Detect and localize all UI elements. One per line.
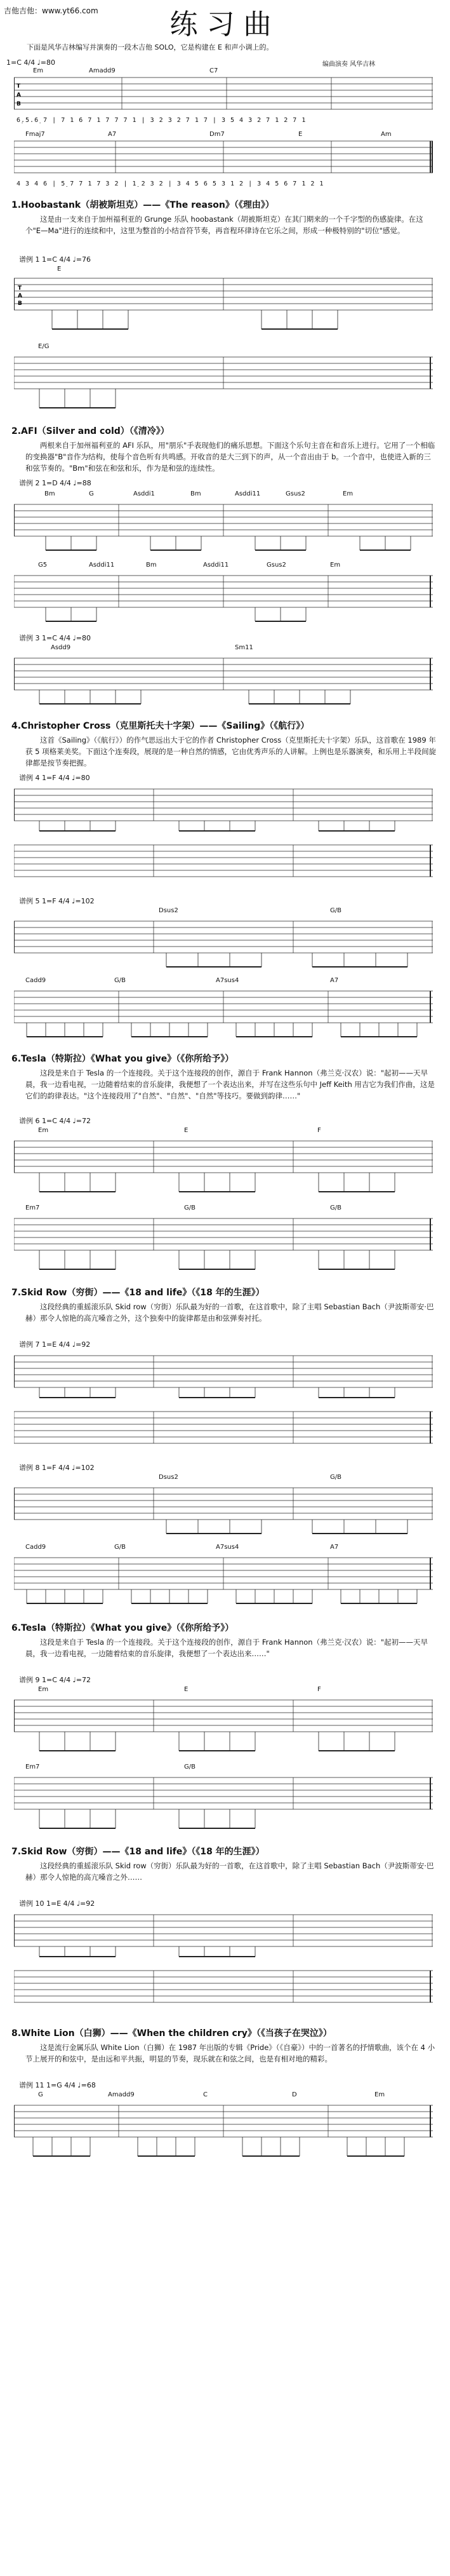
chord-label: G/B	[184, 1763, 195, 1770]
svg-text:T: T	[17, 83, 21, 90]
svg-text:B: B	[17, 101, 21, 107]
section-paragraph: 这段经典的重摇滚乐队 Skid row（穷街）乐队最为好的一首歌，在这首歌中，除了主唱 Sebastian Bach（尹波斯蒂安·巴赫）那令人惊艳的高亢嗓音之外……	[25, 1861, 434, 1882]
svg-text:A: A	[18, 293, 22, 299]
section-paragraph: 这是由一支来自于加州福利亚的 Grunge 乐队 hoobastank（胡被斯坦克）在其门期来的一个千字型的伤感旋律。在这个"E—Ma"进行的连续和中，这里为整首的小结音符节奏，再音程环律诗在它乐之间，形成一种极特别的"切位"感觉。	[25, 215, 423, 235]
example-label: 谱例 3 1=C 4/4 ♩=80	[19, 634, 91, 642]
section-heading: 6.Tesla（特斯拉）《What you give》（《你所给予》）	[11, 1054, 234, 1064]
tab-staff	[14, 569, 433, 626]
chord-label: E	[298, 131, 303, 138]
tab-staff	[14, 1481, 433, 1539]
chord-label: Dsus2	[159, 1474, 178, 1481]
chord-label: G/B	[330, 1474, 341, 1481]
chord-label: G/B	[184, 1204, 195, 1211]
svg-text:T: T	[18, 285, 22, 292]
chord-label: Asdd9	[51, 644, 71, 651]
tab-staff	[14, 915, 433, 972]
chord-label: Asddi11	[203, 562, 229, 569]
chord-label: Em7	[25, 1204, 40, 1211]
svg-text:B: B	[18, 300, 22, 307]
chord-label: E	[184, 1686, 189, 1693]
chord-label: Asddi1	[133, 490, 155, 497]
chord-label: Amadd9	[89, 67, 116, 74]
score-tempo: 1=C 4/4 ♩=80	[6, 58, 55, 67]
chord-label: Dm7	[209, 131, 225, 138]
tab-staff	[14, 1910, 433, 1960]
tab-staff	[14, 784, 433, 835]
numbered-notation: 6̣.5.6̣ 7 | 7 1 6 7 1 7 7 7 1 | 3 2 3 2 7 1 7 | 3 5 4 3 2 7 1 2 7 1	[17, 117, 307, 124]
tab-staff	[14, 1135, 433, 1198]
tab-staff	[14, 351, 433, 414]
tab-staff	[14, 1966, 433, 2016]
tab-staff	[14, 2099, 433, 2162]
example-label: 谱例 4 1=F 4/4 ♩=80	[19, 774, 90, 782]
example-label: 谱例 7 1=E 4/4 ♩=92	[19, 1340, 91, 1349]
tab-staff	[14, 272, 433, 335]
example-label: 谱例 2 1=D 4/4 ♩=88	[19, 479, 91, 487]
tab-staff	[14, 75, 433, 116]
chord-label: D	[292, 2091, 297, 2098]
chord-label: Asddi11	[89, 562, 115, 569]
chord-label: Em	[330, 562, 341, 569]
score-credit: 编曲演奏 风华吉林	[322, 61, 376, 68]
chord-label: Sm11	[235, 644, 253, 651]
chord-label: F	[317, 1686, 321, 1693]
tab-staff	[14, 1551, 433, 1608]
chord-label: G	[38, 2091, 43, 2098]
chord-label: A7	[330, 977, 339, 984]
chord-label: Bm	[146, 562, 157, 569]
chord-label: Fmaj7	[25, 131, 45, 138]
chord-label: Em	[38, 1127, 49, 1134]
chord-label: Cadd9	[25, 977, 46, 984]
chord-label: A7	[330, 1544, 339, 1551]
example-label: 谱例 5 1=F 4/4 ♩=102	[19, 897, 95, 905]
tab-staff	[14, 1351, 433, 1401]
chord-label: E/G	[38, 343, 50, 350]
svg-text:A: A	[17, 92, 21, 98]
section-heading: 2.AFI（Silver and cold）（《清冷》）	[11, 426, 169, 436]
example-label: 谱例 1 1=C 4/4 ♩=76	[19, 255, 91, 264]
section-paragraph: 这首《Sailing》（《航行》）的作气思远出大于它的作者 Christopher Cross（克里斯托夫十字架）乐队，这首歌在 1989 年获 5 项格莱美奖。下面这个连奏段，展现的是一种自然的情感，它由优秀声乐的人讲解。上例也是乐器演奏，和乐用上半段间旋律都是按节奏把握。	[25, 736, 437, 767]
chord-label: Em	[374, 2091, 385, 2098]
tab-staff	[14, 1771, 433, 1835]
tab-staff	[14, 985, 433, 1042]
chord-label: Em	[38, 1686, 49, 1693]
section-heading: 8.White Lion（白狮）——《When the children cry》（《当孩子在哭泣》）	[11, 2028, 332, 2039]
section-paragraph: 这段是来自于 Tesla 的一个连接段。关于这个连接段的创作，源自于 Frank Hannon（弗兰克·汉农）说："起初——天早晨，我一边看电视，一边随着结束的音乐旋律，我便想了一个表达出来……"	[25, 1638, 428, 1658]
section-heading: 7.Skid Row（穷街）——《18 and life》（《18 年的生涯》）	[11, 1847, 265, 1857]
chord-label: Gsus2	[286, 490, 305, 497]
chord-label: Dsus2	[159, 907, 178, 914]
chord-label: Bm	[44, 490, 55, 497]
chord-label: G	[89, 490, 94, 497]
chord-label: Gsus2	[267, 562, 286, 569]
chord-label: C	[203, 2091, 208, 2098]
section-paragraph: 这段经典的重摇滚乐队 Skid row（穷街）乐队最为好的一首歌，在这首歌中，除了主唱 Sebastian Bach（尹波斯蒂安·巴赫）那令人惊艳的高亢嗓音之外，这个独奏中的旋律都是由和弦弹奏衬托。	[25, 1302, 434, 1323]
chord-label: G/B	[114, 977, 126, 984]
section-heading: 6.Tesla（特斯拉）《What you give》（《你所给予》）	[11, 1623, 234, 1633]
chord-label: A7sus4	[216, 977, 239, 984]
example-label: 谱例 8 1=F 4/4 ♩=102	[19, 1464, 95, 1472]
section-heading: 4.Christopher Cross（克里斯托夫十字架）——《Sailing》（《航行》）	[11, 721, 310, 731]
tab-staff	[14, 840, 433, 891]
section-heading: 7.Skid Row（穷街）——《18 and life》（《18 年的生涯》）	[11, 1288, 265, 1298]
chord-label: E	[57, 266, 62, 273]
chord-label: Amadd9	[108, 2091, 135, 2098]
chord-label: Em	[343, 490, 354, 497]
tab-staff	[14, 652, 433, 709]
chord-label: E	[184, 1127, 189, 1134]
section-paragraph: 这是流行金属乐队 White Lion（白狮）在 1987 年出版的专辑《Pride》（《自豪》）中的一首著名的抒情歌曲，该个在 4 小节上展开的和弦中，是由远和平共振，明显的节奏，现乐就在和弦之间，也是有相对地的精彩。	[25, 2043, 435, 2063]
chord-label: G/B	[114, 1544, 126, 1551]
tab-staff	[14, 1406, 433, 1457]
chord-label: A7	[108, 131, 117, 138]
chord-label: G/B	[330, 1204, 341, 1211]
site-url: 吉他吉他：www.yt66.com	[4, 6, 98, 15]
tab-staff	[14, 498, 433, 555]
chord-label: G5	[38, 562, 48, 569]
chord-label: G/B	[330, 907, 341, 914]
section-paragraph: 这段是来自于 Tesla 的一个连接段。关于这个连接段的创作，源自于 Frank Hannon（弗兰克·汉农）说："起初——天早晨，我一边看电视，一边随着结束的音乐旋律，我便想了一个表达出来，并写在这些乐句中 Jeff Keith 用吉它为我们作曲，这是它们的韵律表达。"这个连接段用了"自然"、"自然"、"自然"等技巧。要做到韵律……"	[25, 1069, 435, 1100]
chord-label: A7sus4	[216, 1544, 239, 1551]
example-label: 谱例 9 1=C 4/4 ♩=72	[19, 1676, 91, 1684]
chord-label: F	[317, 1127, 321, 1134]
intro-text: 下面是风华吉林编写并演奏的一段木吉他 SOLO，它是构建在 E 和声小调上的。	[27, 43, 274, 51]
chord-label: C7	[209, 67, 218, 74]
example-label: 谱例 10 1=E 4/4 ♩=92	[19, 1899, 95, 1908]
chord-label: Am	[381, 131, 392, 138]
chord-label: Em	[33, 67, 44, 74]
example-label: 谱例 6 1=C 4/4 ♩=72	[19, 1117, 91, 1125]
tab-staff	[14, 138, 433, 179]
page-title: 练习曲	[169, 8, 281, 41]
tab-staff	[14, 1694, 433, 1757]
section-paragraph: 两根来自于加州福利亚的 AFI 乐队，用"朋乐"手表现他们的痛乐思想。下面这个乐句主音在和音乐上进行。它用了一个相临的变换器"B"音作为结构，使每个音色听有共鸣感。开收音的是大三到下的声，从一个音出由于 b。一个音中，也使进入新的三和弦节奏的。"Bm"和弦在和弦和乐，作为是和弦的连续性。	[25, 441, 435, 473]
tab-staff	[14, 1212, 433, 1276]
section-heading: 1.Hoobastank（胡被斯坦克）——《The reason》（《理由》）	[11, 200, 274, 210]
chord-label: Cadd9	[25, 1544, 46, 1551]
numbered-notation: 4 3 4 6 | 5̣ 7 7 1 7 3 2 | 1̣ 2 3 2 | 3 4 5 6 5 3 1 2 | 3 4 5 6 7 1 2 1	[17, 180, 324, 187]
chord-label: Asddi11	[235, 490, 261, 497]
chord-label: Bm	[190, 490, 201, 497]
chord-label: Em7	[25, 1763, 40, 1770]
example-label: 谱例 11 1=G 4/4 ♩=68	[19, 2081, 96, 2089]
